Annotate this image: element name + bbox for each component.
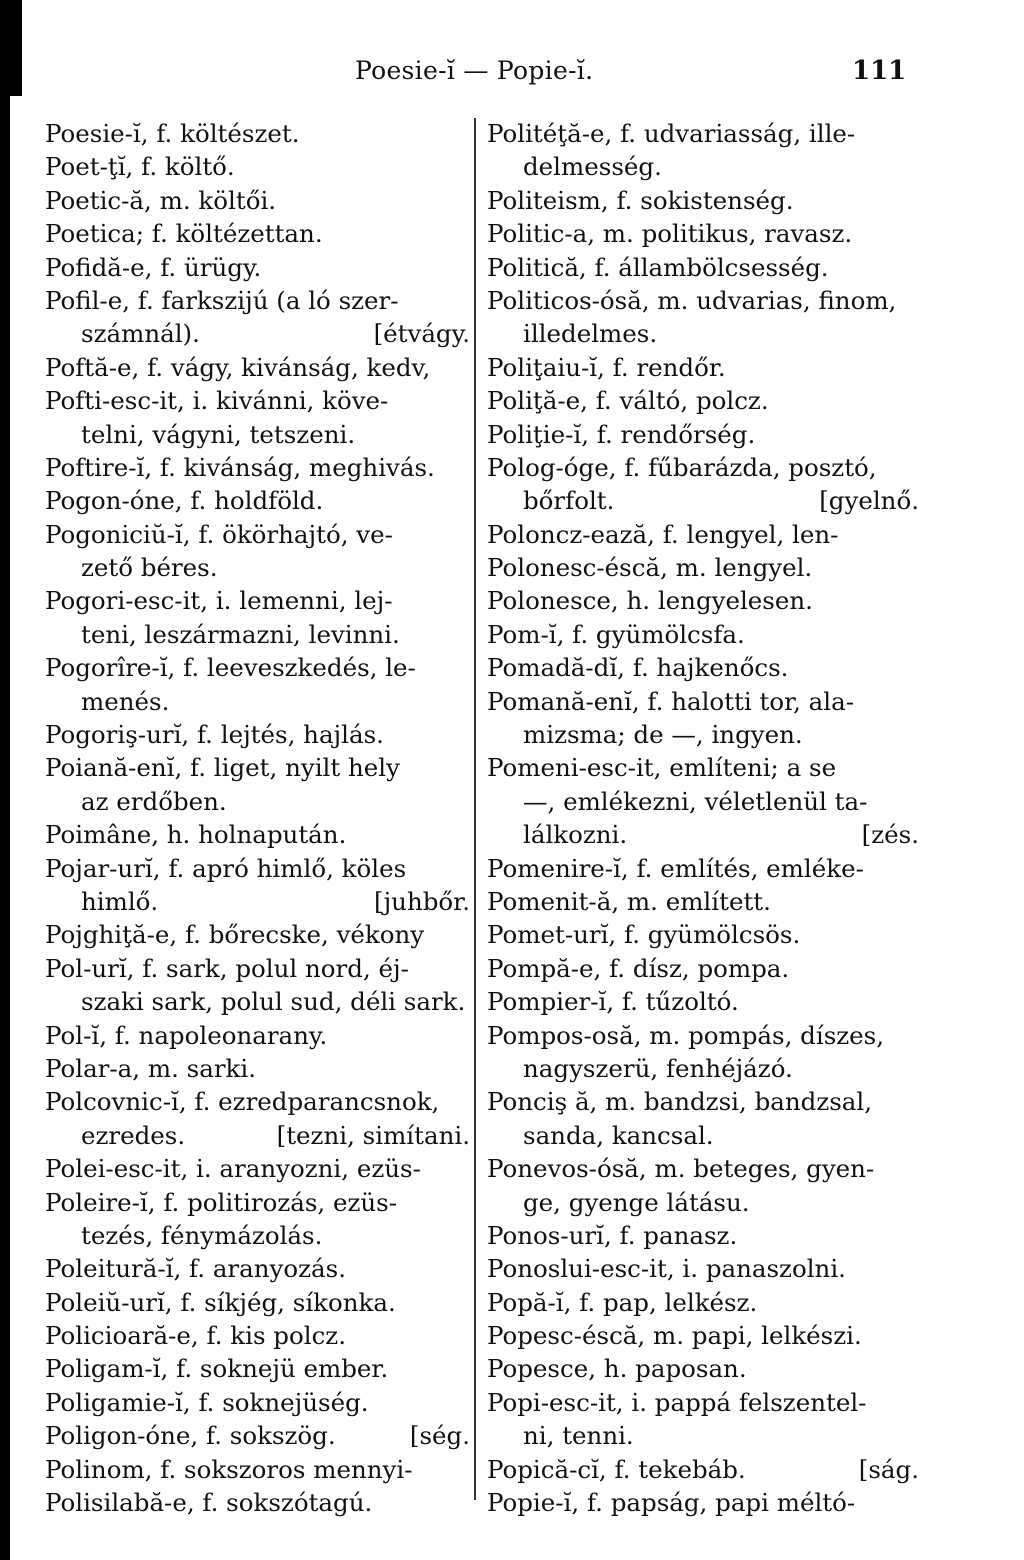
dictionary-line: [45, 1052, 470, 1085]
entry-text: Pomadă-dĭ, f. hajkenőcs.: [487, 653, 789, 683]
dictionary-line: [487, 518, 919, 551]
dictionary-line: [487, 1386, 919, 1419]
dictionary-line: [45, 150, 470, 183]
dictionary-line: [487, 1085, 919, 1118]
entry-text: Poiană-enĭ, f. liget, nyilt hely: [45, 753, 400, 783]
entry-text: Polisilabă-e, f. sokszótagú.: [45, 1488, 373, 1518]
entry-text: Pomenit-ă, m. említett.: [487, 886, 771, 916]
entry-text: Pomet-urĭ, f. gyümölcsös.: [487, 920, 801, 950]
entry-text: Pofti-esc-it, i. kivánni, köve-: [45, 386, 389, 416]
entry-text: Poliţă-e, f. váltó, polcz.: [487, 386, 769, 416]
dictionary-line: [45, 1019, 470, 1052]
entry-text: Pompos-osă, m. pompás, díszes,: [487, 1020, 885, 1050]
entry-text: Ponciş ă, m. bandzsi, bandzsal,: [487, 1087, 873, 1117]
entry-text: Politeism, f. sokistenség.: [487, 185, 794, 215]
dictionary-line: [45, 918, 470, 951]
entry-text: Poftire-ĭ, f. kivánság, meghivás.: [45, 452, 435, 482]
entry-text: az erdőben.: [81, 786, 227, 816]
entry-text: sanda, kancsal.: [523, 1120, 714, 1150]
dictionary-line: [487, 685, 919, 718]
dictionary-line: [487, 184, 919, 217]
dictionary-line: [45, 551, 470, 584]
dictionary-line: [45, 451, 470, 484]
entry-text: Pompă-e, f. dísz, pompa.: [487, 953, 790, 983]
dictionary-line: [487, 117, 919, 150]
entry-continuation: [ség.: [409, 1421, 470, 1451]
entry-text: számnál).: [81, 319, 200, 349]
entry-text: nagyszerü, fenhéjázó.: [523, 1053, 793, 1083]
dictionary-line: [45, 885, 470, 918]
dictionary-line: [487, 1252, 919, 1285]
dictionary-line: [487, 1352, 919, 1385]
entry-continuation: [juhbőr.: [374, 886, 470, 916]
entry-text: Polog-óge, f. fűbarázda, posztó,: [487, 452, 877, 482]
dictionary-line: [45, 1319, 470, 1352]
entry-text: Politic-a, m. politikus, ravasz.: [487, 219, 853, 249]
dictionary-line: [45, 618, 470, 651]
entry-text: Pomană-enĭ, f. halotti tor, ala-: [487, 686, 855, 716]
right-column: [487, 117, 919, 1519]
page-header: [0, 56, 1024, 92]
dictionary-line: [45, 952, 470, 985]
dictionary-line: [487, 1419, 919, 1452]
entry-text: Polonesce, h. lengyelesen.: [487, 586, 813, 616]
dictionary-line: [45, 1152, 470, 1185]
entry-text: Poetica; f. költézettan.: [45, 219, 323, 249]
entry-text: Polei-esc-it, i. aranyozni, ezüs-: [45, 1154, 421, 1184]
entry-text: Polinom, f. sokszoros mennyi-: [45, 1454, 413, 1484]
dictionary-line: [45, 985, 470, 1018]
entry-text: zető béres.: [81, 553, 218, 583]
dictionary-line: [487, 718, 919, 751]
entry-continuation: [tezni, simítani.: [276, 1120, 470, 1150]
entry-text: Poligamie-ĭ, f. soknejüség.: [45, 1387, 369, 1417]
entry-text: menés.: [81, 686, 170, 716]
dictionary-line: [45, 217, 470, 250]
entry-text: Popică-cĭ, f. tekebáb.: [487, 1454, 746, 1484]
entry-text: tezés, fénymázolás.: [81, 1220, 323, 1250]
entry-text: Polonesc-éscă, m. lengyel.: [487, 553, 813, 583]
dictionary-line: [45, 685, 470, 718]
entry-text: Poleitură-ĭ, f. aranyozás.: [45, 1254, 346, 1284]
column-divider: [474, 118, 476, 1500]
entry-text: Poimâne, h. holnapután.: [45, 820, 347, 850]
entry-text: Poftă-e, f. vágy, kivánság, kedv,: [45, 352, 431, 382]
entry-text: Ponoslui-esc-it, i. panaszolni.: [487, 1254, 846, 1284]
dictionary-line: [487, 484, 919, 517]
entry-text: Poleiŭ-urĭ, f. síkjég, síkonka.: [45, 1287, 396, 1317]
entry-continuation: [ság.: [858, 1454, 919, 1484]
entry-text: illedelmes.: [523, 319, 658, 349]
entry-text: Popă-ĭ, f. pap, lelkész.: [487, 1287, 758, 1317]
entry-text: ezredes.: [81, 1120, 186, 1150]
entry-text: Poleire-ĭ, f. politirozás, ezüs-: [45, 1187, 398, 1217]
entry-text: Policioară-e, f. kis polcz.: [45, 1321, 346, 1351]
dictionary-line: [487, 785, 919, 818]
entry-text: Pogorîre-ĭ, f. leeveszkedés, le-: [45, 653, 416, 683]
running-head: Poesie-ĭ — Popie-ĭ.: [355, 56, 594, 85]
entry-text: Popesce, h. paposan.: [487, 1354, 747, 1384]
dictionary-line: [487, 1052, 919, 1085]
entry-text: Ponevos-ósă, m. beteges, gyen-: [487, 1154, 875, 1184]
dictionary-line: [45, 852, 470, 885]
dictionary-line: [487, 150, 919, 183]
dictionary-line: [487, 985, 919, 1018]
entry-text: Pofil-e, f. farkszijú (a ló szer-: [45, 285, 399, 315]
dictionary-line: [487, 651, 919, 684]
dictionary-line: [487, 1453, 919, 1486]
entry-text: Popie-ĭ, f. papság, papi méltó-: [487, 1488, 856, 1518]
dictionary-line: [487, 751, 919, 784]
entry-text: Politéţă-e, f. udvariasság, ille-: [487, 119, 856, 148]
dictionary-line: [487, 284, 919, 317]
dictionary-line: [487, 451, 919, 484]
entry-continuation: [zés.: [861, 820, 919, 850]
dictionary-line: [45, 1486, 470, 1519]
dictionary-line: [45, 584, 470, 617]
dictionary-line: [45, 384, 470, 417]
dictionary-line: [487, 618, 919, 651]
dictionary-line: [487, 217, 919, 250]
entry-text: teni, leszármazni, levinni.: [81, 619, 400, 649]
entry-text: —, emlékezni, véletlenül ta-: [523, 786, 868, 816]
entry-text: mizsma; de —, ingyen.: [523, 720, 803, 750]
dictionary-line: [45, 1186, 470, 1219]
entry-text: Polcovnic-ĭ, f. ezredparancsnok,: [45, 1087, 440, 1117]
dictionary-line: [45, 518, 470, 551]
dictionary-line: [45, 1453, 470, 1486]
dictionary-line: [487, 384, 919, 417]
dictionary-line: [487, 1119, 919, 1152]
dictionary-line: [45, 1119, 470, 1152]
dictionary-line: [487, 317, 919, 350]
dictionary-line: [45, 751, 470, 784]
entry-text: himlő.: [81, 886, 159, 916]
dictionary-line: [45, 1419, 470, 1452]
dictionary-line: [487, 1486, 919, 1519]
dictionary-line: [45, 651, 470, 684]
entry-text: Pompier-ĭ, f. tűzoltó.: [487, 987, 739, 1017]
left-column: [45, 117, 470, 1519]
entry-text: lálkozni.: [523, 820, 628, 850]
dictionary-line: [45, 785, 470, 818]
dictionary-line: [45, 1252, 470, 1285]
dictionary-line: [45, 1352, 470, 1385]
dictionary-line: [487, 852, 919, 885]
dictionary-line: [487, 1219, 919, 1252]
dictionary-line: [45, 1085, 470, 1118]
dictionary-line: [45, 117, 470, 150]
dictionary-line: [487, 584, 919, 617]
dictionary-line: [487, 885, 919, 918]
entry-text: Pofidă-e, f. ürügy.: [45, 252, 262, 282]
dictionary-line: [45, 1286, 470, 1319]
entry-text: Poliţie-ĭ, f. rendőrség.: [487, 419, 756, 449]
entry-continuation: [étvágy.: [373, 319, 470, 349]
entry-text: Pogoriş-urĭ, f. lejtés, hajlás.: [45, 720, 384, 750]
dictionary-line: [487, 818, 919, 851]
entry-text: ni, tenni.: [523, 1421, 634, 1451]
entry-text: telni, vágyni, tetszeni.: [81, 419, 356, 449]
entry-continuation: [gyelnő.: [819, 486, 919, 516]
dictionary-line: [45, 251, 470, 284]
entry-text: Poet-ţĭ, f. költő.: [45, 152, 235, 182]
entry-text: Popesc-éscă, m. papi, lelkészi.: [487, 1321, 862, 1351]
dictionary-line: [45, 1219, 470, 1252]
dictionary-line: [45, 1386, 470, 1419]
entry-text: Pogoniciŭ-ĭ, f. ökörhajtó, ve-: [45, 519, 393, 549]
dictionary-line: [45, 718, 470, 751]
dictionary-line: [45, 418, 470, 451]
dictionary-line: [487, 918, 919, 951]
dictionary-line: [45, 317, 470, 350]
dictionary-line: [487, 1319, 919, 1352]
entry-text: ge, gyenge látásu.: [523, 1187, 750, 1217]
dictionary-line: [487, 551, 919, 584]
entry-text: bőrfolt.: [523, 486, 615, 516]
entry-text: Pol-urĭ, f. sark, polul nord, éj-: [45, 953, 409, 983]
entry-text: Poetic-ă, m. költői.: [45, 185, 277, 215]
dictionary-line: [487, 952, 919, 985]
entry-text: delmesség.: [523, 152, 662, 182]
dictionary-line: [45, 351, 470, 384]
entry-text: Pom-ĭ, f. gyümölcsfa.: [487, 619, 745, 649]
dictionary-line: [487, 418, 919, 451]
entry-text: Poligam-ĭ, f. soknejü ember.: [45, 1354, 389, 1384]
entry-text: Poligon-óne, f. sokszög.: [45, 1421, 336, 1451]
entry-text: Pojghiţă-e, f. bőrecske, vékony: [45, 920, 425, 950]
dictionary-line: [45, 818, 470, 851]
entry-text: Poesie-ĭ, f. költészet.: [45, 119, 300, 148]
entry-text: Pomenire-ĭ, f. említés, emléke-: [487, 853, 864, 883]
entry-text: Pogori-esc-it, i. lemenni, lej-: [45, 586, 393, 616]
dictionary-line: [487, 251, 919, 284]
dictionary-line: [487, 1019, 919, 1052]
entry-text: Polar-a, m. sarki.: [45, 1053, 257, 1083]
dictionary-line: [45, 284, 470, 317]
entry-text: Poliţaiu-ĭ, f. rendőr.: [487, 352, 726, 382]
entry-text: Popi-esc-it, i. pappá felszentel-: [487, 1387, 867, 1417]
entry-text: Ponos-urĭ, f. panasz.: [487, 1220, 738, 1250]
entry-text: Politică, f. állambölcsesség.: [487, 252, 829, 282]
page-number: 111: [852, 56, 907, 86]
dictionary-line: [487, 1186, 919, 1219]
dictionary-line: [45, 484, 470, 517]
entry-text: Pojar-urĭ, f. apró himlő, köles: [45, 853, 407, 883]
entry-text: Pomeni-esc-it, említeni; a se: [487, 753, 837, 783]
dictionary-line: [45, 184, 470, 217]
entry-text: Pol-ĭ, f. napoleonarany.: [45, 1020, 328, 1050]
entry-text: Pogon-óne, f. holdföld.: [45, 486, 324, 516]
entry-text: Politicos-ósă, m. udvarias, finom,: [487, 285, 897, 315]
dictionary-line: [487, 1152, 919, 1185]
dictionary-line: [487, 1286, 919, 1319]
dictionary-line: [487, 351, 919, 384]
entry-text: szaki sark, polul sud, déli sark.: [81, 987, 466, 1017]
entry-text: Poloncz-ează, f. lengyel, len-: [487, 519, 839, 549]
page-spine-edge: [0, 0, 10, 1560]
